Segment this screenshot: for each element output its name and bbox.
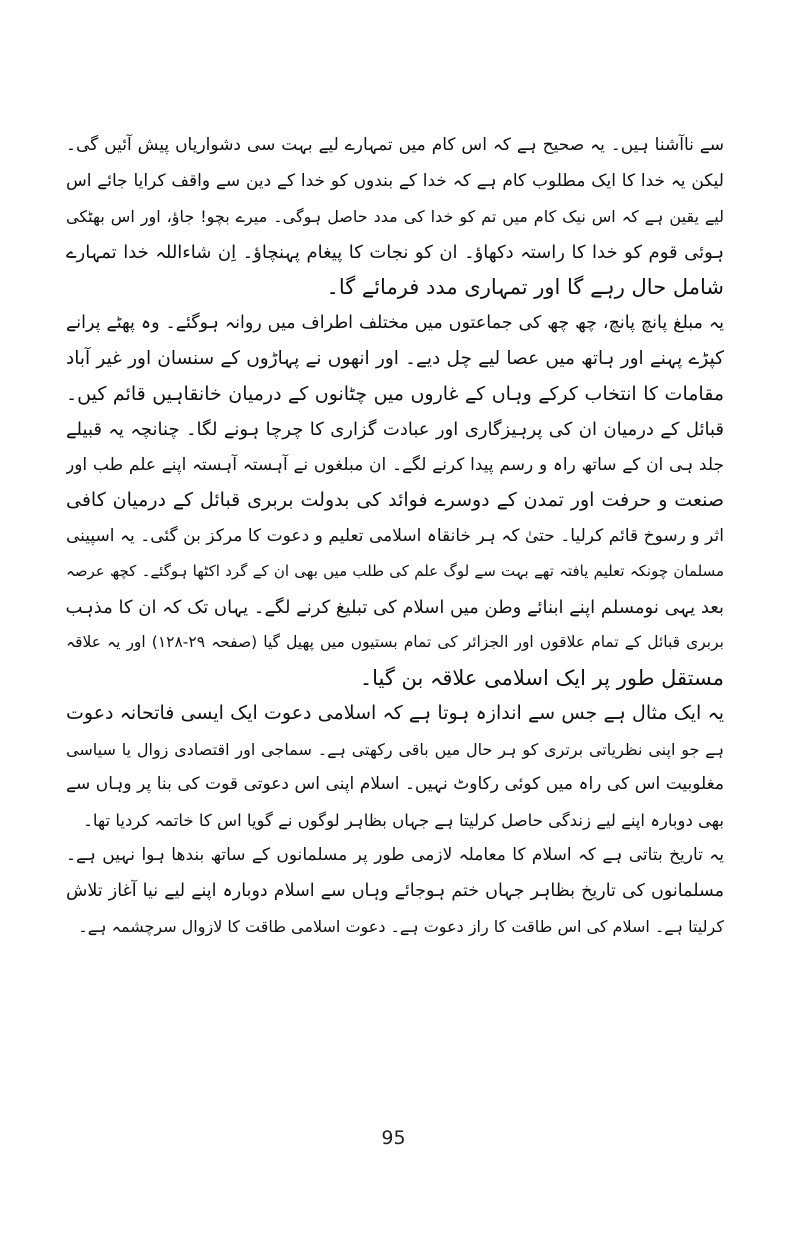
body-text	[66, 128, 724, 945]
text-line: صنعت و حرفت اور تمدن کے دوسرے فوائد کی بدولت بربری قبائل کے درمیان کافی	[66, 489, 724, 511]
text-line: بھی دوبارہ اپنے لیے زندگی حاصل کرلیتا ہے جہاں بظاہر لوگوں نے گویا اس کا خاتمہ کردیا تھا۔	[83, 810, 724, 830]
text-line: مسلمان چونکہ تعلیم یافتہ تھے بہت سے لوگ علم کی طلب میں بھی ان کے گرد اکٹھا ہوگئے۔ کچھ عرصہ	[66, 562, 724, 580]
text-line: شامل حال رہے گا اور تمہاری مدد فرمائے گا۔	[326, 275, 724, 299]
text-line: لیکن یہ خدا کا ایک مطلوب کام ہے کہ خدا کے بندوں کو خدا کے دین سے واقف کرایا جائے اس	[66, 170, 724, 191]
text-line: یہ ایک مثال ہے جس سے اندازہ ہوتا ہے کہ اسلامی دعوت ایک ایسی فاتحانہ دعوت	[66, 702, 724, 724]
text-line: ہے جو اپنی نظریاتی برتری کو ہر حال میں باقی رکھتی ہے۔ سماجی اور اقتصادی زوال یا سیاسی	[66, 739, 724, 759]
text-line: قبائل کے درمیان ان کی پرہیزگاری اور عبادت گزاری کا چرچا ہونے لگا۔ چنانچہ یہ قبیلے	[66, 419, 724, 440]
text-line: مسلمانوں کی تاریخ بظاہر جہاں ختم ہوجائے وہاں سے اسلام دوبارہ اپنے لیے نیا آغاز تلاش	[66, 880, 724, 901]
text-line: ہوئی قوم کو خدا کا راستہ دکھاؤ۔ ان کو نجات کا پیغام پہنچاؤ۔ اِن شاءاللہ خدا تمہارے	[66, 241, 724, 263]
text-line: سے ناآشنا ہیں۔ یہ صحیح ہے کہ اس کام میں تمہارے لیے بہت سی دشواریاں پیش آئیں گی۔	[66, 135, 724, 155]
text-line: بربری قبائل کے تمام علاقوں اور الجزائر کی تمام بستیوں میں پھیل گیا (صفحہ ۲۹-۱۲۸) اور یہ علاقہ	[66, 633, 724, 651]
text-line: کرلیتا ہے۔ اسلام کی اس طاقت کا راز دعوت ہے۔ دعوت اسلامی طاقت کا لازوال سرچشمہ ہے۔	[78, 917, 724, 936]
text-line: بعد یہی نومسلم اپنے ابنائے وطن میں اسلام کی تبلیغ کرنے لگے۔ یہاں تک کہ ان کا مذہب	[66, 596, 724, 618]
page-number: 95	[381, 1127, 406, 1149]
text-line: جلد ہی ان کے ساتھ راہ و رسم پیدا کرنے لگے۔ ان مبلغوں نے آہستہ آہستہ اپنے علم طب اور	[66, 454, 724, 475]
text-line: مقامات کا انتخاب کرکے وہاں کے غاروں میں چٹانوں کے درمیان خانقاہیں قائم کیں۔	[66, 382, 724, 405]
text-line: یہ تاریخ بتاتی ہے کہ اسلام کا معاملہ لازمی طور پر مسلمانوں کے ساتھ بندھا ہوا نہیں ہے۔	[66, 845, 724, 865]
text-line: مستقل طور پر ایک اسلامی علاقہ بن گیا۔	[359, 665, 724, 690]
text-line: لیے یقین ہے کہ اس نیک کام میں تم کو خدا کی مدد حاصل ہوگی۔ میرے بچو! جاؤ، اور اس بھٹکی	[66, 207, 724, 226]
text-line: کپڑے پہنے اور ہاتھ میں عصا لیے چل دیے۔ اور انھوں نے پہاڑوں کے سنسان اور غیر آباد	[66, 348, 724, 369]
text-line: مغلوبیت اس کی راہ میں کوئی رکاوٹ نہیں۔ اسلام اپنی اس دعوتی قوت کی بنا پر وہاں سے	[66, 774, 724, 794]
text-line: یہ مبلغ پانچ پانچ، چھ چھ کی جماعتوں میں مختلف اطراف میں روانہ ہوگئے۔ وہ پھٹے پرانے	[66, 312, 724, 333]
text-line: اثر و رسوخ قائم کرلیا۔ حتیٰ کہ ہر خانقاہ اسلامی تعلیم و دعوت کا مرکز بن گئی۔ یہ اسپینی	[66, 525, 724, 546]
